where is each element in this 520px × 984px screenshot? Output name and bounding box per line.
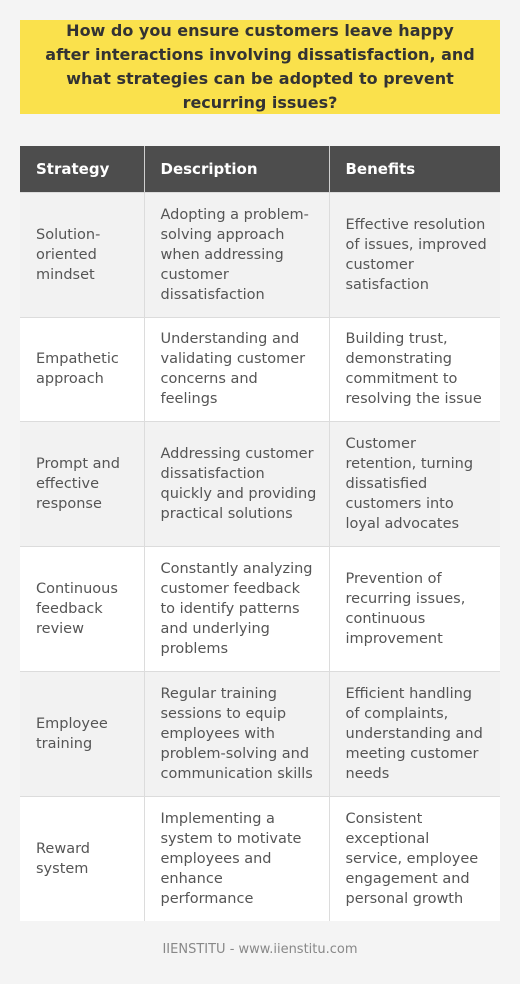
cell-benefits: Effective resolution of issues, improved customer satisfaction	[329, 192, 500, 317]
cell-description: Adopting a problem-solving approach when addressing customer dissatisfaction	[144, 192, 329, 317]
table-row	[20, 546, 500, 671]
header-benefits: Benefits	[329, 146, 500, 192]
cell-strategy: Continuous feedback review	[20, 546, 144, 671]
cell-strategy: Prompt and effective response	[20, 421, 144, 546]
cell-description: Constantly analyzing customer feedback to identify patterns and underlying problems	[144, 546, 329, 671]
cell-benefits: Building trust, demonstrating commitment to resolving the issue	[329, 317, 500, 421]
page-title: How do you ensure customers leave happy after interactions involving dissatisfaction, and what strategies can be adopted to prevent recurring issues?	[45, 21, 475, 112]
cell-strategy: Employee training	[20, 671, 144, 796]
header-strategy: Strategy	[20, 146, 144, 192]
table-header-row	[20, 146, 500, 192]
cell-description: Regular training sessions to equip employees with problem-solving and communication skills	[144, 671, 329, 796]
cell-benefits: Consistent exceptional service, employee engagement and personal growth	[329, 796, 500, 921]
cell-benefits: Customer retention, turning dissatisfied customers into loyal advocates	[329, 421, 500, 546]
table-row	[20, 671, 500, 796]
cell-strategy: Solution-oriented mindset	[20, 192, 144, 317]
title-banner	[20, 20, 500, 114]
header-description: Description	[144, 146, 329, 192]
table-row	[20, 796, 500, 921]
table-row	[20, 317, 500, 421]
cell-benefits: Prevention of recurring issues, continuous improvement	[329, 546, 500, 671]
cell-description: Understanding and validating customer concerns and feelings	[144, 317, 329, 421]
cell-benefits: Efficient handling of complaints, understanding and meeting customer needs	[329, 671, 500, 796]
table-row	[20, 192, 500, 317]
cell-description: Implementing a system to motivate employees and enhance performance	[144, 796, 329, 921]
strategy-table	[20, 146, 500, 921]
cell-strategy: Reward system	[20, 796, 144, 921]
cell-description: Addressing customer dissatisfaction quickly and providing practical solutions	[144, 421, 329, 546]
table-row	[20, 421, 500, 546]
footer-credit: IIENSTITU - www.iienstitu.com	[162, 942, 358, 957]
cell-strategy: Empathetic approach	[20, 317, 144, 421]
